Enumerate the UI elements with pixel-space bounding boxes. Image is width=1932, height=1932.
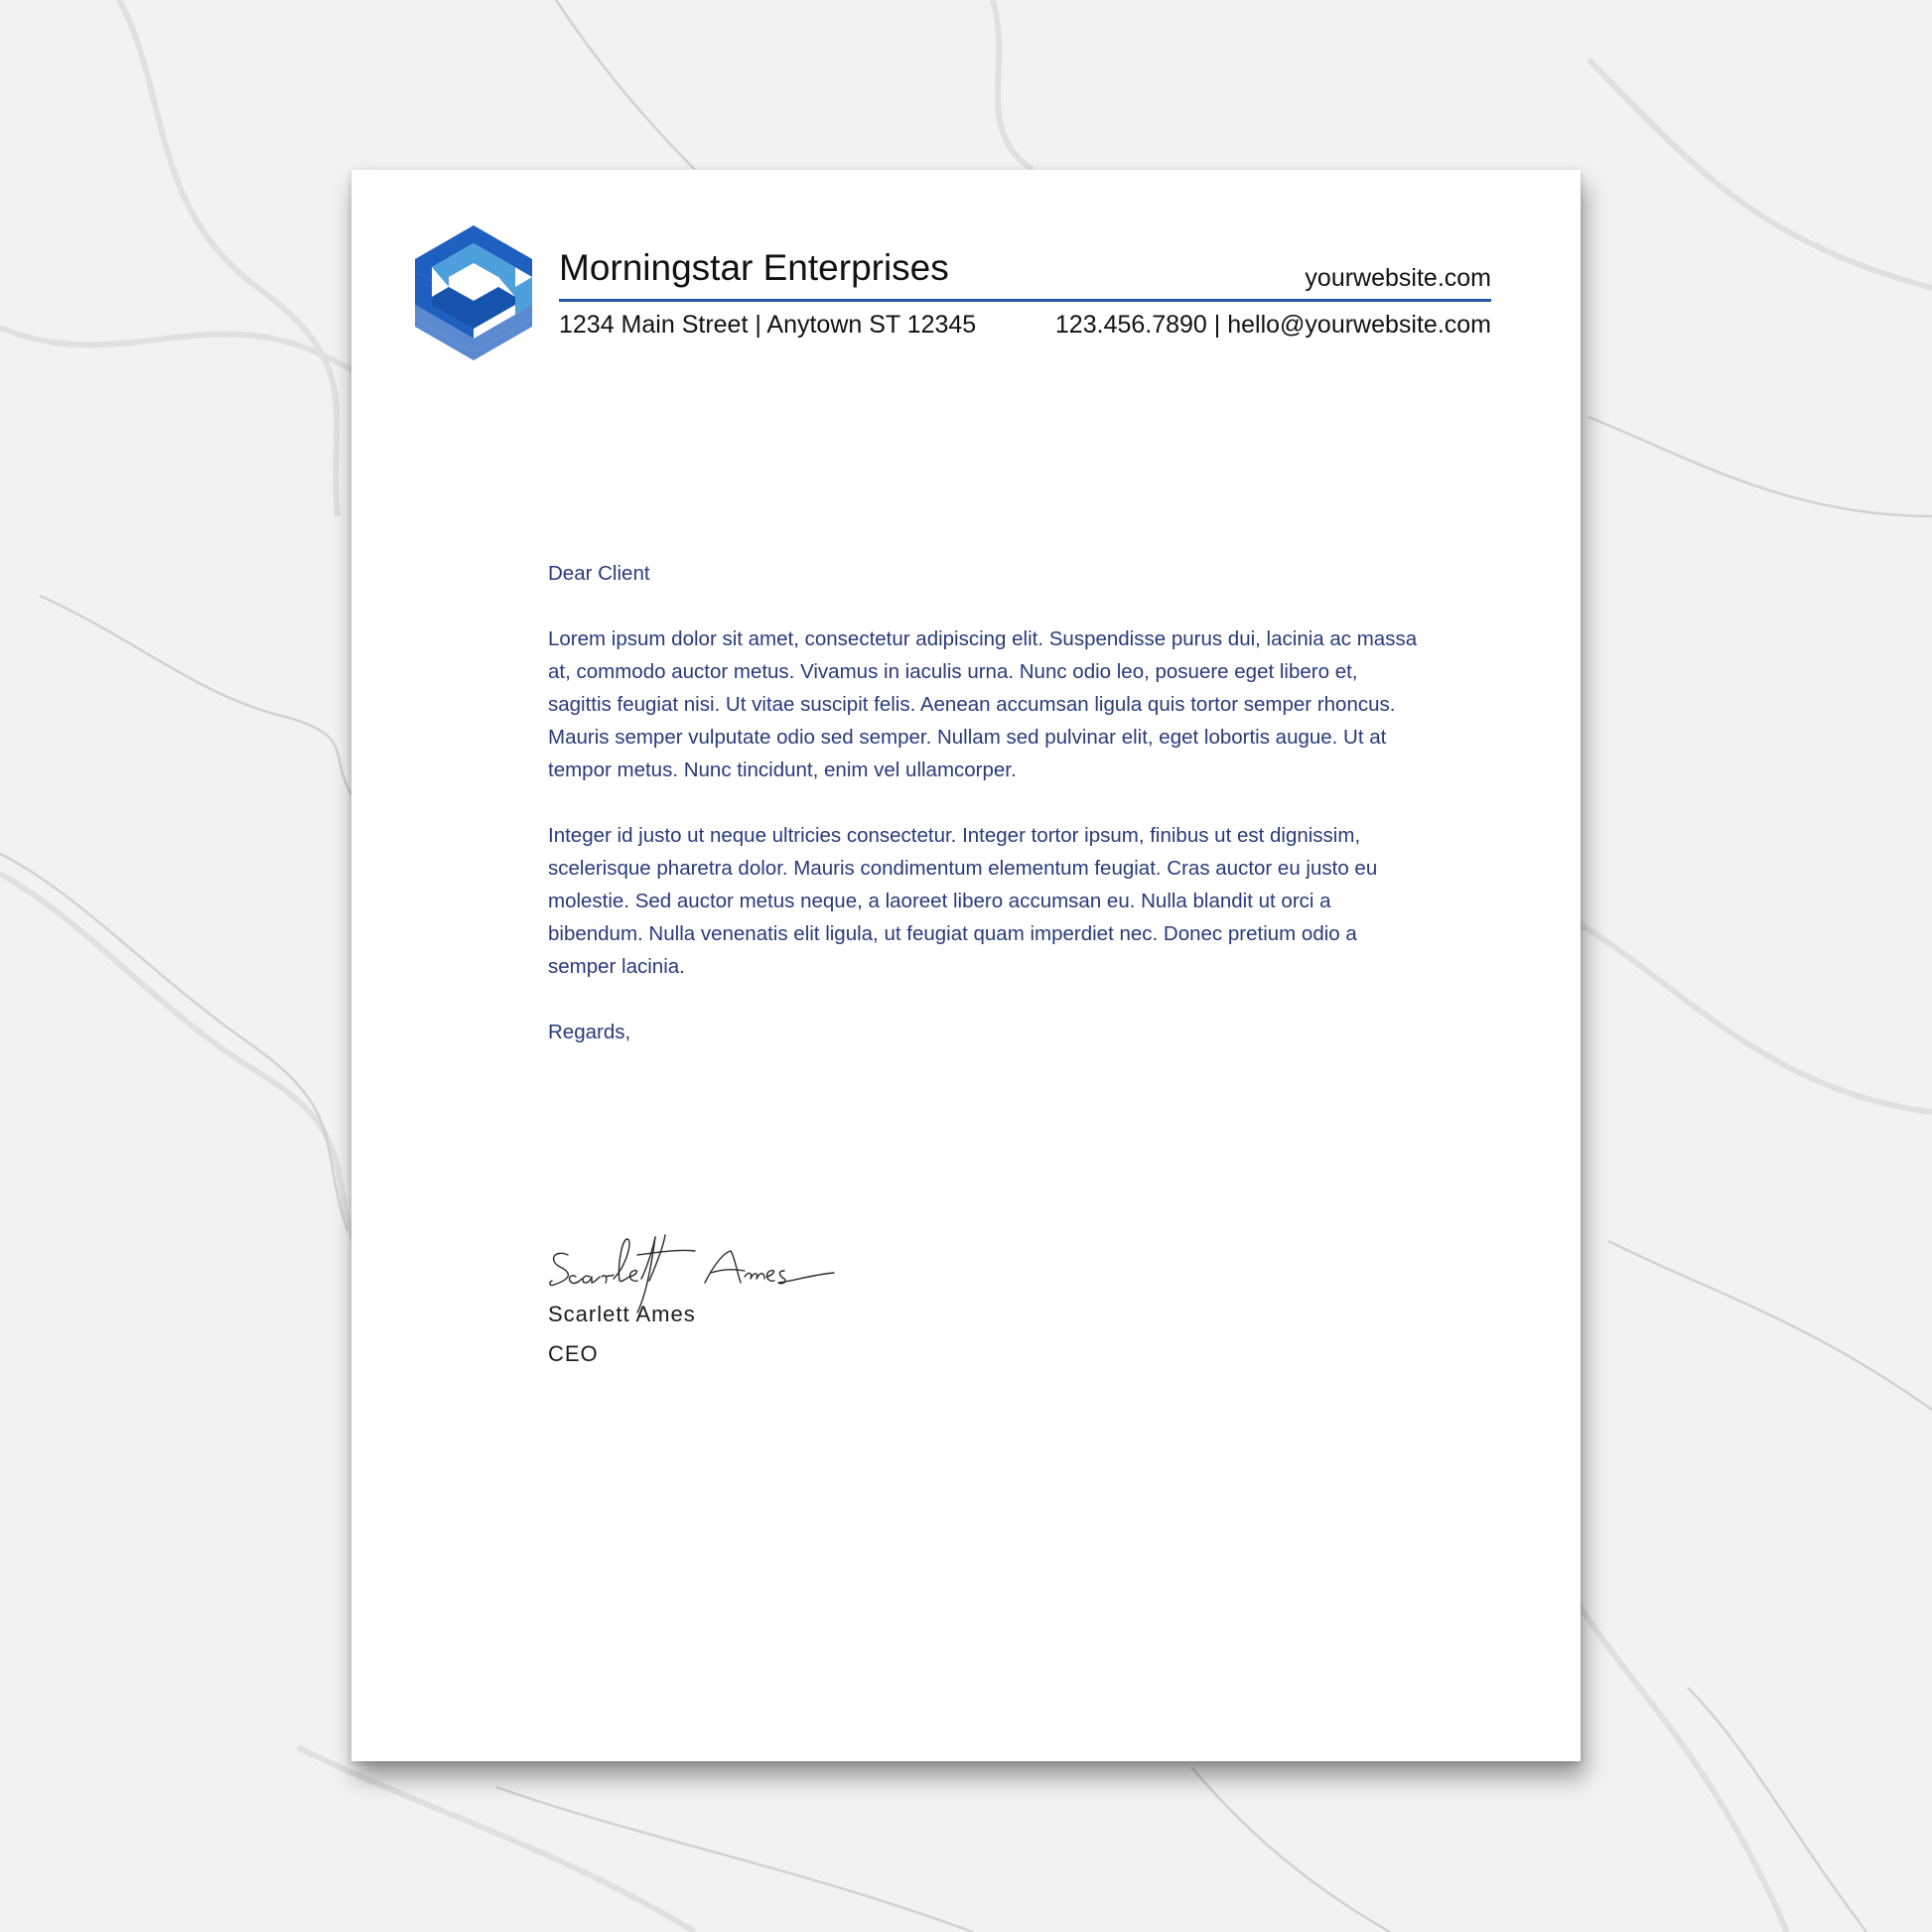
paragraph-2: Integer id justo ut neque ultricies consectetur. Integer tortor ipsum, finibus ut est dignissim, scelerisque pharetra dolor. Mauris condimentum elementum feugiat. Cras auctor eu justo eu molestie. Sed auctor metus neque, a laoreet libero accumsan eu. Nulla blandit ut orci a bibendum. Nulla venenatis elit ligula, ut feugiat quam imperdiet nec. Donec pretium odio a semper lacinia. [548,824,1378,978]
contact-text: 123.456.7890 | hello@yourwebsite.com [1054,311,1491,339]
paragraph-1: Lorem ipsum dolor sit amet, consectetur adipiscing elit. Suspendisse purus dui, lacinia ac massa at, commodo auctor metus. Vivamus in iaculis urna. Nunc odio leo, posuere eget libero et, sagittis feugiat nisi. Ut vitae suscipit felis. Aenean accumsan ligula quis tortor semper rhoncus. Mauris semper vulputate odio sed semper. Nullam sed pulvinar elit, eget lobortis augue. Ut at tempor metus. Nunc tincidunt, enim vel ullamcorper. [548,627,1418,781]
signer-name: Scarlett Ames [548,1302,696,1326]
letterhead-page [351,170,1581,1761]
company-name: Morningstar Enterprises [559,247,949,288]
address-text: 1234 Main Street | Anytown ST 12345 [559,311,977,339]
hexagon-s-logo-icon [415,225,532,360]
website-text: yourwebsite.com [1305,264,1491,292]
closing: Regards, [548,1021,631,1043]
letter-body [548,557,1422,1081]
signer-title: CEO [548,1341,599,1366]
salutation: Dear Client [548,562,650,585]
header-divider [559,299,1491,302]
